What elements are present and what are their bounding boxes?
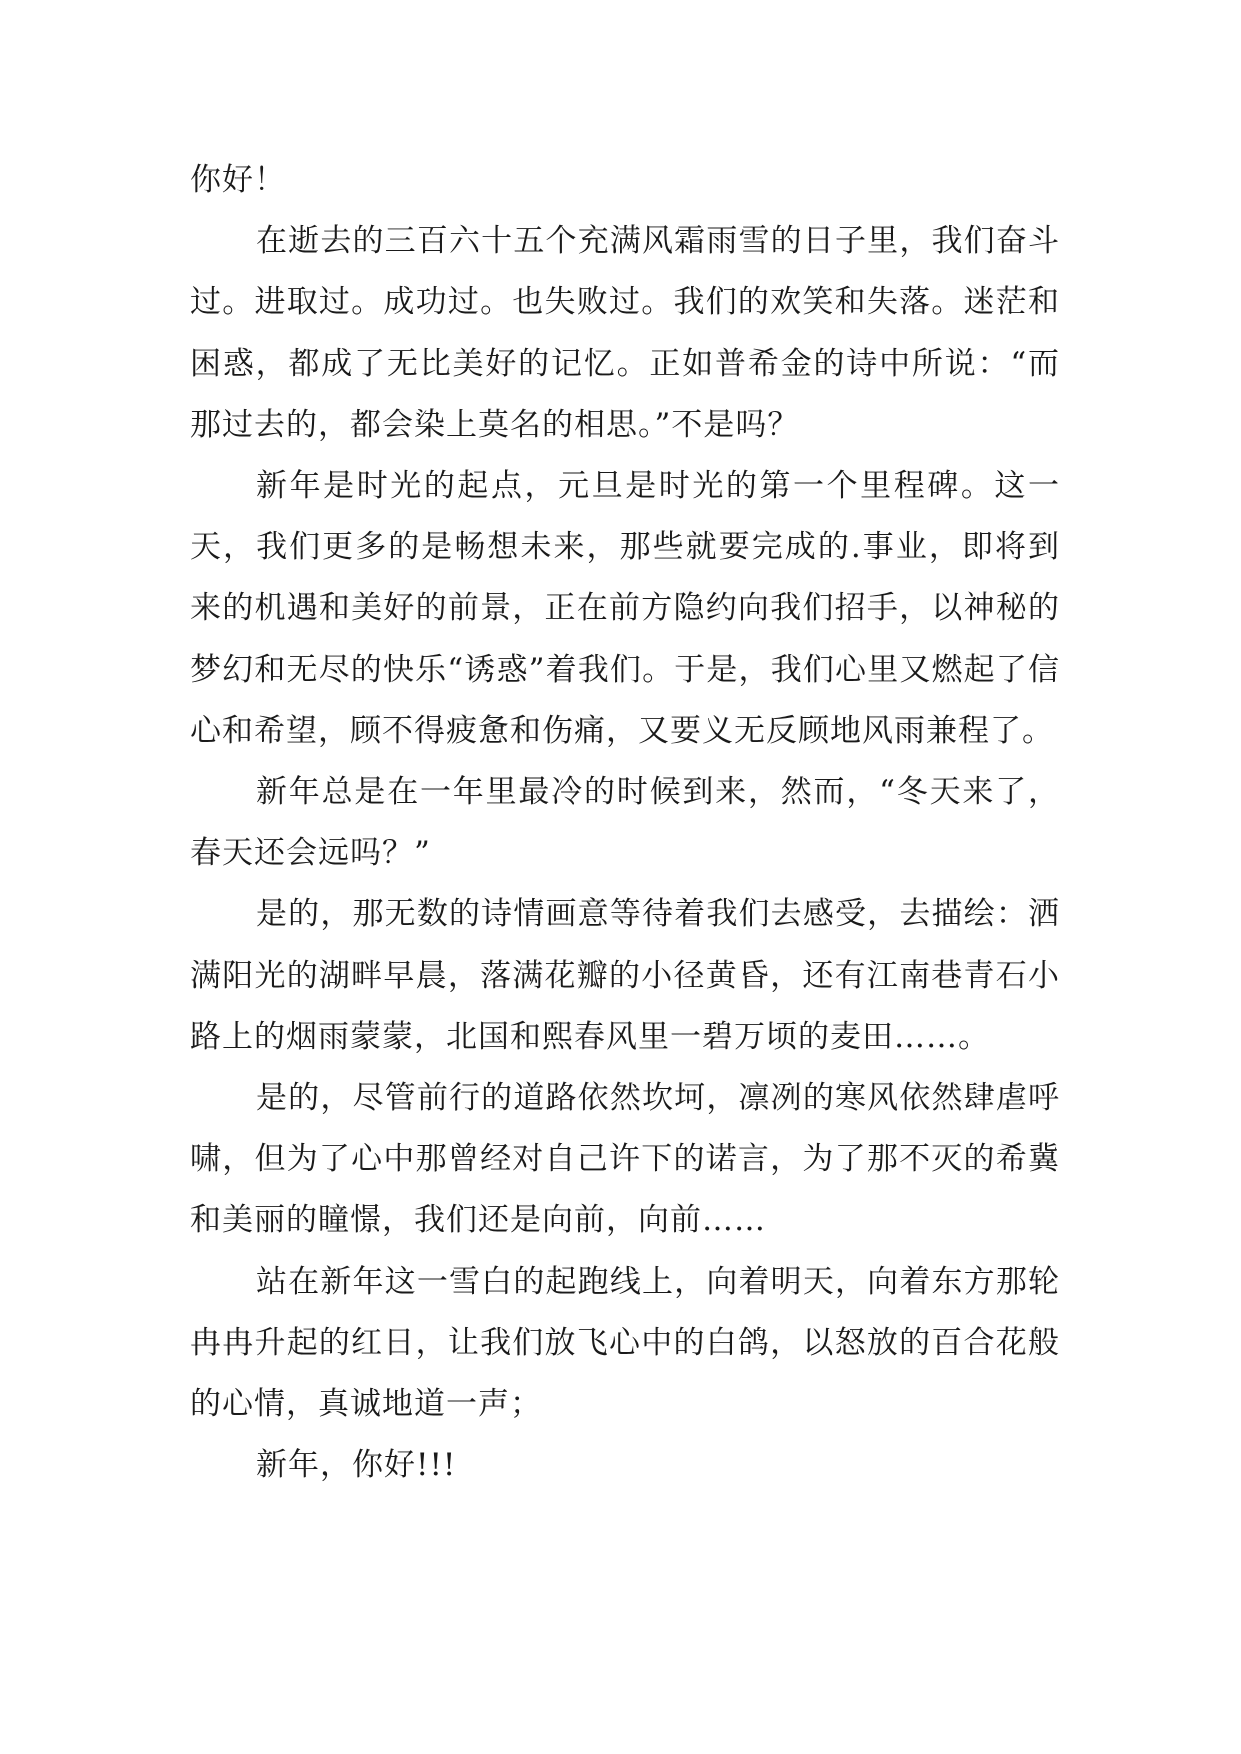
document-page xyxy=(190,150,1060,1496)
paragraph-4: 是的，那无数的诗情画意等待着我们去感受，去描绘：洒满阳光的湖畔早晨，落满花瓣的小径黄昏，还有江南巷青石小路上的烟雨蒙蒙，北国和熙春风里一碧万顷的麦田……。 xyxy=(190,896,1060,1055)
paragraph-closing: 新年，你好!!! xyxy=(256,1447,457,1484)
paragraph-5: 是的，尽管前行的道路依然坎坷，凛冽的寒风依然肆虐呼啸，但为了心中那曾经对自己许下的诺言，为了那不灭的希冀和美丽的瞳憬，我们还是向前，向前…… xyxy=(190,1080,1060,1239)
paragraph-6: 站在新年这一雪白的起跑线上，向着明天，向着东方那轮冉冉升起的红日，让我们放飞心中的白鸽，以怒放的百合花般的心情，真诚地道一声； xyxy=(190,1263,1060,1423)
paragraph-1: 在逝去的三百六十五个充满风霜雨雪的日子里，我们奋斗过。进取过。成功过。也失败过。我们的欢笑和失落。迷茫和困惑，都成了无比美好的记忆。正如普希金的诗中所说：“而那过去的，都会染上莫名的相思。”不是吗？ xyxy=(190,223,1060,443)
paragraph-greeting: 你好！ xyxy=(190,162,286,198)
paragraph-3: 新年总是在一年里最冷的时候到来，然而，“冬天来了，春天还会远吗？” xyxy=(190,774,1060,872)
paragraph-2: 新年是时光的起点，元旦是时光的第一个里程碑。这一天，我们更多的是畅想未来，那些就要完成的.事业，即将到来的机遇和美好的前景，正在前方隐约向我们招手，以神秘的梦幻和无尽的快乐“诱惑”着我们。于是，我们心里又燃起了信心和希望，顾不得疲惫和伤痛，又要义无反顾地风雨兼程了。 xyxy=(190,468,1060,749)
